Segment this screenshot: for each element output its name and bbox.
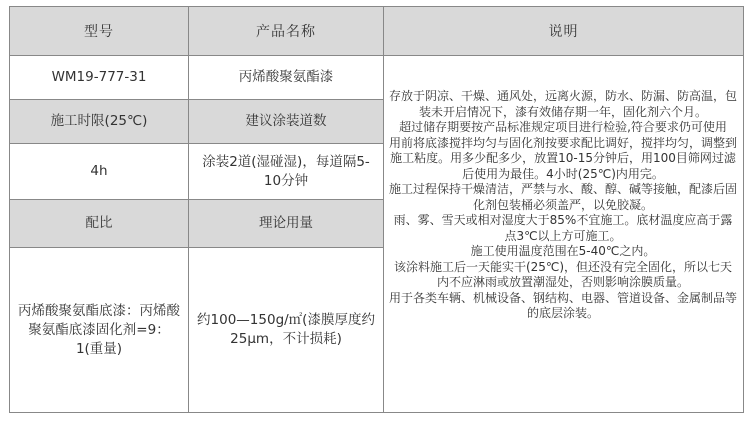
header-row bbox=[10, 7, 744, 56]
header-model: 型号 bbox=[10, 7, 189, 56]
ratio-value bbox=[10, 248, 189, 413]
product-name-value: 丙烯酸聚氨酯漆 bbox=[189, 56, 384, 100]
description-cell bbox=[384, 56, 744, 413]
cure-time-value: 4h bbox=[10, 144, 189, 200]
usage-value bbox=[189, 248, 384, 413]
description-line: 施工过程保持干燥清洁，严禁与水、酸、醇、碱等接触，配漆后固化剂包装桶必须盖严，以免胶凝。 bbox=[389, 182, 738, 212]
description-line: 雨、雾、雪天或相对湿度大于85%不宜施工。底材温度应高于露点3℃以上方可施工。 bbox=[393, 213, 733, 243]
description-line: 超过储存期要按产品标准规定项目进行检验,符合要求仍可使用 bbox=[399, 120, 727, 134]
description-line: 该涂料施工后一天能实干(25℃)，但还没有完全固化，所以七天内不应淋雨或放置潮湿处，否则影响涂膜质量。 bbox=[393, 259, 733, 289]
coats-value-text: 涂装2道(湿碰湿)，每道隔5-10分钟 bbox=[202, 153, 370, 189]
usage-value-text: 约100—150g/㎡(漆膜厚度约25μm，不计损耗) bbox=[197, 312, 375, 347]
product-spec-table bbox=[9, 6, 740, 413]
coats-label: 建议涂装道数 bbox=[189, 100, 384, 144]
description-line: 用前将底漆搅拌均匀与固化剂按要求配比调好，搅拌均匀，调整到施工粘度。用多少配多少，放置10-15分钟后，用100目筛网过滤后使用为最佳。4小时(25℃)内用完。 bbox=[389, 135, 738, 181]
ratio-label: 配比 bbox=[10, 200, 189, 248]
usage-label: 理论用量 bbox=[189, 200, 384, 248]
description-line: 施工使用温度范围在5-40℃之内。 bbox=[470, 244, 656, 258]
description-line: 存放于阴凉、干燥、通风处，远离火源，防水、防漏、防高温，包装未开启情况下，漆有效储存期一年，固化剂六个月。 bbox=[389, 89, 738, 119]
spec-table bbox=[9, 6, 744, 413]
ratio-value-text: 丙烯酸聚氨酯底漆：丙烯酸聚氨酯底漆固化剂=9：1(重量) bbox=[18, 302, 180, 357]
model-value: WM19-777-31 bbox=[10, 56, 189, 100]
header-description: 说明 bbox=[384, 7, 744, 56]
cure-time-label: 施工时限(25℃) bbox=[10, 100, 189, 144]
coats-value bbox=[189, 144, 384, 200]
header-product-name: 产品名称 bbox=[189, 7, 384, 56]
model-row bbox=[10, 56, 744, 100]
description-line: 用于各类车辆、机械设备、钢结构、电器、管道设备、金属制品等的底层涂装。 bbox=[389, 290, 738, 320]
